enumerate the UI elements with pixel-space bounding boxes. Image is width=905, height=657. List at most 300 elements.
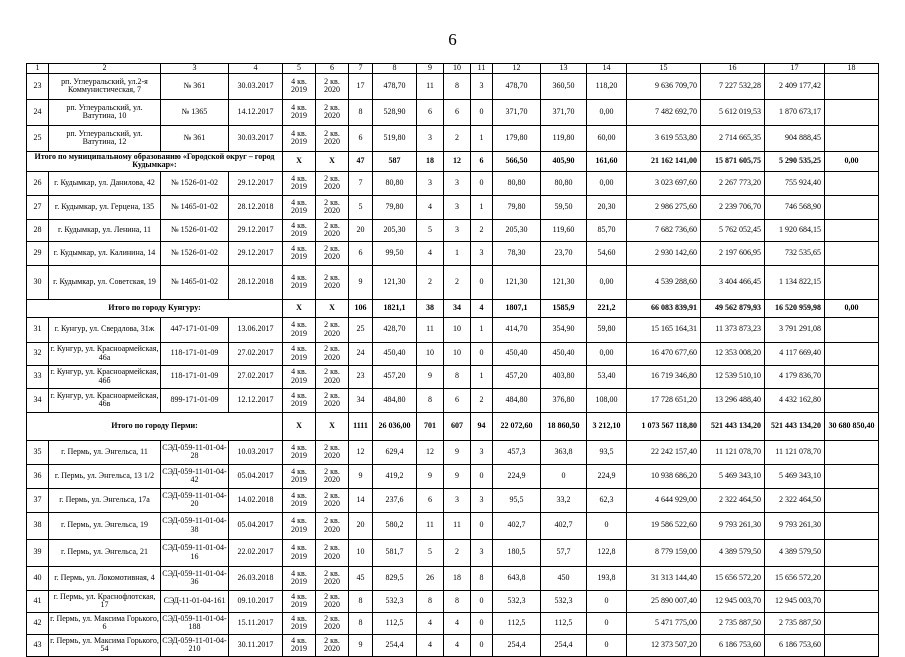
table-cell: 2 кв. 2020 (316, 241, 349, 265)
table-cell: 78,30 (493, 241, 541, 265)
table-cell: 484,80 (493, 388, 541, 412)
table-cell (825, 219, 879, 241)
table-cell: 16 719 346,80 (627, 365, 701, 388)
table-cell: 2 322 464,50 (701, 488, 765, 512)
table-cell: 457,20 (493, 365, 541, 388)
document-number-cell: СЭД-11-01-04-161 (161, 590, 229, 612)
table-cell: 9 (349, 464, 373, 488)
table-cell (825, 241, 879, 265)
date-cell: 30.03.2017 (229, 125, 283, 151)
table-cell: 4 (417, 241, 444, 265)
row-number: 30 (27, 265, 49, 299)
table-row (27, 464, 879, 488)
table-cell: 354,90 (541, 317, 587, 342)
document-number-cell: № 1526-01-02 (161, 171, 229, 195)
table-cell: 31 313 144,40 (627, 566, 701, 590)
subtotal-cell: 21 162 141,00 (627, 151, 701, 171)
row-number: 43 (27, 634, 49, 656)
table-cell: 2 кв. 2020 (316, 125, 349, 151)
table-cell (825, 388, 879, 412)
table-cell: 108,00 (587, 388, 627, 412)
table-cell: 0 (471, 99, 493, 125)
table-cell: 0 (471, 171, 493, 195)
address-cell: г. Кунгур, ул. Красноармейская, 46в (49, 388, 161, 412)
document-number-cell: 118-171-01-09 (161, 365, 229, 388)
address-cell: г. Пермь, ул. Энгельса, 19 (49, 512, 161, 539)
table-cell: 746 568,90 (765, 195, 825, 219)
table-cell: 2 (471, 388, 493, 412)
table-cell: 9 793 261,30 (765, 512, 825, 539)
table-cell: 755 924,40 (765, 171, 825, 195)
table-cell: 15 656 572,20 (701, 566, 765, 590)
table-cell: 0 (587, 512, 627, 539)
table-cell: 45 (349, 566, 373, 590)
subtotal-cell: 5 290 535,25 (765, 151, 825, 171)
table-cell: 99,50 (373, 241, 417, 265)
table-cell: 6 (349, 125, 373, 151)
table-cell: 457,20 (373, 365, 417, 388)
table-cell: 19 586 522,60 (627, 512, 701, 539)
row-number: 29 (27, 241, 49, 265)
table-cell: 4 кв. 2019 (283, 634, 316, 656)
table-cell: 419,2 (373, 464, 417, 488)
column-number: 1 (27, 64, 49, 74)
date-cell: 28.12.2018 (229, 195, 283, 219)
table-cell: 13 296 488,40 (701, 388, 765, 412)
table-cell: 4 117 669,40 (765, 342, 825, 365)
table-cell: 8 (349, 99, 373, 125)
table-cell (825, 125, 879, 151)
subtotal-cell: 701 (417, 412, 444, 440)
table-cell: 2 (417, 265, 444, 299)
table-cell: 11 (417, 317, 444, 342)
table-cell: 3 (444, 195, 471, 219)
table-cell: 2 197 606,95 (701, 241, 765, 265)
table-cell: 2 267 773,20 (701, 171, 765, 195)
table-cell: 4 кв. 2019 (283, 219, 316, 241)
table-cell: 57,7 (541, 539, 587, 566)
table-cell: 6 186 753,60 (701, 634, 765, 656)
table-cell: 10 938 686,20 (627, 464, 701, 488)
column-number: 2 (49, 64, 161, 74)
table-cell (825, 171, 879, 195)
address-cell: г. Пермь, ул. Локомотивная, 4 (49, 566, 161, 590)
table-cell: 93,5 (587, 440, 627, 464)
table-cell: 11 (417, 73, 444, 99)
table-cell: 0,00 (587, 342, 627, 365)
table-cell: 4 389 579,50 (765, 539, 825, 566)
table-cell: 254,4 (493, 634, 541, 656)
document-number-cell: № 1465-01-02 (161, 265, 229, 299)
table-cell: 4 (417, 634, 444, 656)
table-cell: 1 920 684,15 (765, 219, 825, 241)
table-cell: 121,30 (493, 265, 541, 299)
date-cell: 29.12.2017 (229, 219, 283, 241)
column-number: 12 (493, 64, 541, 74)
table-cell: 180,5 (493, 539, 541, 566)
table-cell: 26 (417, 566, 444, 590)
table-cell (825, 317, 879, 342)
table-cell: 9 793 261,30 (701, 512, 765, 539)
table-cell: 0,00 (587, 265, 627, 299)
document-number-cell: № 361 (161, 125, 229, 151)
table-row (27, 512, 879, 539)
date-cell: 09.10.2017 (229, 590, 283, 612)
table-cell: 0 (471, 265, 493, 299)
table-cell: 11 121 078,70 (701, 440, 765, 464)
row-number: 35 (27, 440, 49, 464)
table-cell: 2 кв. 2020 (316, 219, 349, 241)
table-cell: 580,2 (373, 512, 417, 539)
table-cell: 6 186 753,60 (765, 634, 825, 656)
date-cell: 05.04.2017 (229, 464, 283, 488)
column-number: 4 (229, 64, 283, 74)
subtotal-cell: X (283, 412, 316, 440)
table-cell: 0 (471, 464, 493, 488)
table-cell: 6 (444, 99, 471, 125)
table-cell (825, 265, 879, 299)
table-row (27, 317, 879, 342)
date-cell: 27.02.2017 (229, 365, 283, 388)
table-cell: 80,80 (373, 171, 417, 195)
table-cell: 9 (417, 464, 444, 488)
column-number: 15 (627, 64, 701, 74)
row-number: 42 (27, 612, 49, 634)
table-cell: 23,70 (541, 241, 587, 265)
table-cell: 1 (444, 241, 471, 265)
row-number: 41 (27, 590, 49, 612)
subtotal-cell: 66 083 839,91 (627, 299, 701, 317)
table-cell: 80,80 (541, 171, 587, 195)
column-number: 13 (541, 64, 587, 74)
date-cell: 27.02.2017 (229, 342, 283, 365)
subtotal-label: Итого по городу Перми: (27, 412, 283, 440)
table-cell: 237,6 (373, 488, 417, 512)
subtotal-cell: 15 871 605,75 (701, 151, 765, 171)
table-cell: 4 кв. 2019 (283, 464, 316, 488)
table-cell: 12 (349, 440, 373, 464)
table-cell: 4 кв. 2019 (283, 171, 316, 195)
table-cell: 3 791 291,08 (765, 317, 825, 342)
table-cell: 0 (471, 342, 493, 365)
document-number-cell: 447-171-01-09 (161, 317, 229, 342)
table-row (27, 440, 879, 464)
table-cell: 20 (349, 512, 373, 539)
table-cell: 3 (471, 73, 493, 99)
table-cell: 4 389 579,50 (701, 539, 765, 566)
subtotal-cell: 161,60 (587, 151, 627, 171)
table-cell: 450,40 (493, 342, 541, 365)
table-cell: 2 322 464,50 (765, 488, 825, 512)
date-cell: 30.03.2017 (229, 73, 283, 99)
document-number-cell: 899-171-01-09 (161, 388, 229, 412)
table-cell: 2 986 275,60 (627, 195, 701, 219)
date-cell: 28.12.2018 (229, 265, 283, 299)
table-cell: 11 121 078,70 (765, 440, 825, 464)
table-cell: 3 (417, 171, 444, 195)
table-row (27, 634, 879, 656)
table-cell: 829,5 (373, 566, 417, 590)
table-cell: 2 кв. 2020 (316, 265, 349, 299)
table-cell: 85,70 (587, 219, 627, 241)
table-cell (825, 73, 879, 99)
table-cell: 2 кв. 2020 (316, 171, 349, 195)
table-cell: 2 кв. 2020 (316, 195, 349, 219)
table-cell: 119,80 (541, 125, 587, 151)
table-cell: 0,00 (587, 171, 627, 195)
subtotal-cell: 1111 (349, 412, 373, 440)
table-cell: 8 (471, 566, 493, 590)
table-cell: 4 (444, 612, 471, 634)
subtotal-cell: X (283, 151, 316, 171)
subtotal-cell: 22 072,60 (493, 412, 541, 440)
table-cell: 20 (349, 219, 373, 241)
table-cell: 5 612 019,53 (701, 99, 765, 125)
table-cell: 5 469 343,10 (765, 464, 825, 488)
subtotal-cell: 0,00 (825, 151, 879, 171)
table-cell: 8 (349, 590, 373, 612)
table-cell: 16 470 677,60 (627, 342, 701, 365)
table-cell: 10 (349, 539, 373, 566)
table-row (27, 590, 879, 612)
table-cell: 33,2 (541, 488, 587, 512)
table-cell: 24 (349, 342, 373, 365)
table-cell: 2 кв. 2020 (316, 464, 349, 488)
table-cell: 7 482 692,70 (627, 99, 701, 125)
table-cell: 2 735 887,50 (701, 612, 765, 634)
table-cell: 4 179 836,70 (765, 365, 825, 388)
subtotal-cell: 405,90 (541, 151, 587, 171)
table-cell: 254,4 (541, 634, 587, 656)
table-cell: 18 (444, 566, 471, 590)
table-cell: 2 кв. 2020 (316, 388, 349, 412)
table-cell (825, 566, 879, 590)
table-cell: 4 кв. 2019 (283, 125, 316, 151)
table-cell: 450,40 (373, 342, 417, 365)
table-cell: 528,90 (373, 99, 417, 125)
table-cell: 1 (471, 195, 493, 219)
column-number: 7 (349, 64, 373, 74)
table-cell (825, 488, 879, 512)
table-cell: 0 (471, 634, 493, 656)
row-number: 24 (27, 99, 49, 125)
table-cell: 8 (417, 388, 444, 412)
address-cell: г. Пермь, ул. Энгельса, 13 1/2 (49, 464, 161, 488)
table-cell: 8 779 159,00 (627, 539, 701, 566)
subtotal-cell: 221,2 (587, 299, 627, 317)
table-cell: 2 (444, 265, 471, 299)
table-cell: 0,00 (587, 99, 627, 125)
table-cell: 9 (349, 634, 373, 656)
housing-program-table (26, 63, 879, 657)
table-cell: 6 (417, 99, 444, 125)
table-cell (825, 365, 879, 388)
table-cell: 8 (417, 590, 444, 612)
column-number: 16 (701, 64, 765, 74)
table-cell: 2 735 887,50 (765, 612, 825, 634)
table-cell (825, 342, 879, 365)
table-cell: 9 (444, 464, 471, 488)
date-cell: 15.11.2017 (229, 612, 283, 634)
subtotal-cell: 521 443 134,20 (765, 412, 825, 440)
table-cell: 14 (349, 488, 373, 512)
table-cell: 478,70 (493, 73, 541, 99)
address-cell: г. Кунгур, ул. Свердлова, 31ж (49, 317, 161, 342)
table-cell: 95,5 (493, 488, 541, 512)
table-cell: 8 (444, 73, 471, 99)
table-cell: 10 (444, 317, 471, 342)
column-number: 14 (587, 64, 627, 74)
subtotal-cell: 47 (349, 151, 373, 171)
column-number: 10 (444, 64, 471, 74)
table-cell: 643,8 (493, 566, 541, 590)
table-cell: 12 945 003,70 (765, 590, 825, 612)
table-cell: 403,80 (541, 365, 587, 388)
table-cell: 11 (444, 512, 471, 539)
address-cell: г. Кунгур, ул. Красноармейская, 46а (49, 342, 161, 365)
table-cell: 428,70 (373, 317, 417, 342)
table-cell: 360,50 (541, 73, 587, 99)
table-cell: 4 кв. 2019 (283, 99, 316, 125)
table-cell: 22 242 157,40 (627, 440, 701, 464)
document-number-cell: СЭД-059-11-01-04-210 (161, 634, 229, 656)
subtotal-cell: 607 (444, 412, 471, 440)
table-cell: 80,80 (493, 171, 541, 195)
table-cell: 15 165 164,31 (627, 317, 701, 342)
row-number: 31 (27, 317, 49, 342)
table-row (27, 195, 879, 219)
subtotal-label: Итого по муниципальному образованию «Городской округ – город Кудымкар»: (27, 151, 283, 171)
document-number-cell: СЭД-059-11-01-04-188 (161, 612, 229, 634)
date-cell: 14.12.2017 (229, 99, 283, 125)
subtotal-row (27, 412, 879, 440)
table-cell: 4 кв. 2019 (283, 539, 316, 566)
table-cell: 450,40 (541, 342, 587, 365)
address-cell: рп. Углеуральский, ул. Ватутина, 10 (49, 99, 161, 125)
table-cell: 6 (349, 241, 373, 265)
table-cell: 9 636 709,70 (627, 73, 701, 99)
table-cell: 112,5 (493, 612, 541, 634)
table-cell: 457,3 (493, 440, 541, 464)
subtotal-cell: 0,00 (825, 299, 879, 317)
subtotal-cell: 521 443 134,20 (701, 412, 765, 440)
address-cell: рп. Углеуральский, ул. Ватутина, 12 (49, 125, 161, 151)
row-number: 36 (27, 464, 49, 488)
address-cell: г. Пермь, ул. Энгельса, 11 (49, 440, 161, 464)
table-cell: 4 кв. 2019 (283, 388, 316, 412)
table-cell: 60,00 (587, 125, 627, 151)
table-cell: 0 (541, 464, 587, 488)
subtotal-cell: 106 (349, 299, 373, 317)
table-cell: 4 кв. 2019 (283, 512, 316, 539)
subtotal-cell: X (283, 299, 316, 317)
table-cell: 4 кв. 2019 (283, 365, 316, 388)
table-cell: 20,30 (587, 195, 627, 219)
table-cell: 2 кв. 2020 (316, 99, 349, 125)
subtotal-row (27, 151, 879, 171)
table-cell: 4 кв. 2019 (283, 73, 316, 99)
table-cell: 2 кв. 2020 (316, 317, 349, 342)
table-cell: 2 кв. 2020 (316, 539, 349, 566)
subtotal-cell: 94 (471, 412, 493, 440)
page-number: 6 (448, 30, 457, 49)
table-row (27, 125, 879, 151)
table-cell: 62,3 (587, 488, 627, 512)
table-cell: 904 888,45 (765, 125, 825, 151)
table-cell: 3 619 553,80 (627, 125, 701, 151)
table-cell: 402,7 (541, 512, 587, 539)
table-cell: 122,8 (587, 539, 627, 566)
subtotal-cell: X (316, 151, 349, 171)
table-cell: 5 (349, 195, 373, 219)
table-cell: 4 кв. 2019 (283, 590, 316, 612)
table-cell (825, 440, 879, 464)
table-row (27, 388, 879, 412)
table-cell: 0 (471, 590, 493, 612)
row-number: 33 (27, 365, 49, 388)
table-row (27, 539, 879, 566)
table-cell: 59,50 (541, 195, 587, 219)
table-cell: 7 227 532,28 (701, 73, 765, 99)
table-cell: 4 кв. 2019 (283, 195, 316, 219)
table-row (27, 241, 879, 265)
table-cell: 17 728 651,20 (627, 388, 701, 412)
table-cell: 3 023 697,60 (627, 171, 701, 195)
table-cell: 4 кв. 2019 (283, 488, 316, 512)
table-cell: 4 (444, 634, 471, 656)
row-number: 38 (27, 512, 49, 539)
row-number: 34 (27, 388, 49, 412)
table-cell: 2 (471, 219, 493, 241)
table-cell: 0 (471, 612, 493, 634)
address-cell: г. Пермь, ул. Энгельса, 21 (49, 539, 161, 566)
table-cell: 6 (444, 388, 471, 412)
subtotal-cell: 18 (417, 151, 444, 171)
table-cell: 7 (349, 171, 373, 195)
table-cell: 4 кв. 2019 (283, 342, 316, 365)
table-cell: 205,30 (373, 219, 417, 241)
table-cell: 112,5 (373, 612, 417, 634)
table-cell: 6 (417, 488, 444, 512)
table-cell: 5 469 343,10 (701, 464, 765, 488)
table-cell: 12 (417, 440, 444, 464)
table-cell (825, 612, 879, 634)
table-cell: 478,70 (373, 73, 417, 99)
subtotal-cell: 1 073 567 118,80 (627, 412, 701, 440)
table-cell: 53,40 (587, 365, 627, 388)
table-cell: 2 кв. 2020 (316, 440, 349, 464)
table-cell: 4 539 288,60 (627, 265, 701, 299)
table-row (27, 365, 879, 388)
table-cell: 5 471 775,00 (627, 612, 701, 634)
date-cell: 12.12.2017 (229, 388, 283, 412)
row-number: 25 (27, 125, 49, 151)
table-cell: 0 (587, 612, 627, 634)
document-number-cell: СЭД-059-11-01-04-28 (161, 440, 229, 464)
table-row (27, 566, 879, 590)
table-cell: 3 (471, 539, 493, 566)
table-cell: 54,60 (587, 241, 627, 265)
table-cell: 2 кв. 2020 (316, 512, 349, 539)
subtotal-cell: 49 562 879,93 (701, 299, 765, 317)
table-cell: 118,20 (587, 73, 627, 99)
table-row (27, 265, 879, 299)
table-row (27, 171, 879, 195)
address-cell: г. Кудымкар, ул. Калинина, 14 (49, 241, 161, 265)
table-cell: 59,80 (587, 317, 627, 342)
table-cell: 3 (417, 125, 444, 151)
table-cell: 2 кв. 2020 (316, 488, 349, 512)
